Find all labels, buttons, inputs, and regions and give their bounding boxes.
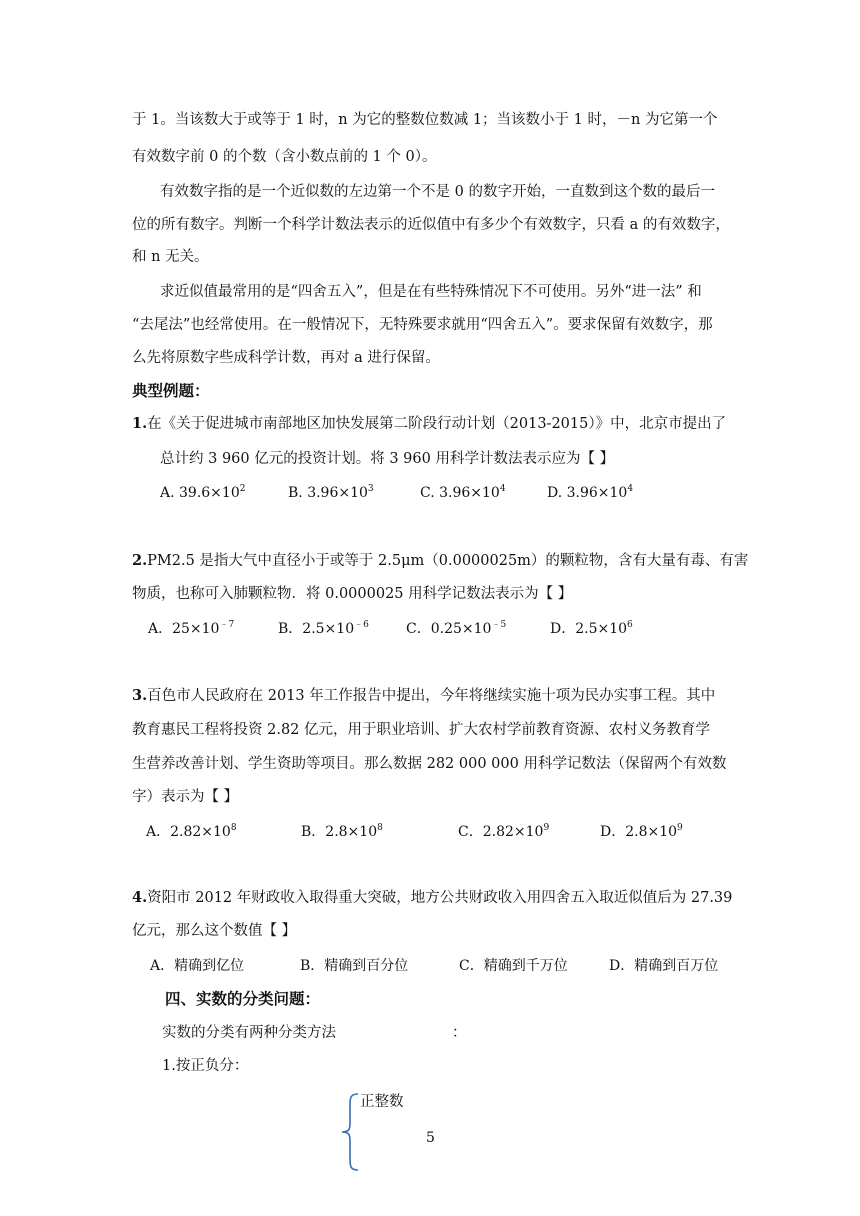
option-a[interactable]: A. $39.6\times 10^2$ <box>160 484 246 501</box>
option-b[interactable]: B．$2.5\times 10^{﹣6}$ <box>278 620 369 637</box>
question-2 <box>132 551 748 571</box>
question-3-line-4: 字）表示为【 】 <box>132 789 239 805</box>
question-number: 3. <box>132 687 148 704</box>
option-b[interactable]: B. $3.96\times 10^3$ <box>288 484 374 501</box>
question-number: 1. <box>132 415 148 432</box>
question-text: PM2.5 是指大气中直径小于或等于 2.5μm（0.0000025m）的颗粒物，含有大量有毒、有害 <box>147 553 749 569</box>
rounding-line-1: 求近似值最常用的是“四舍五入”，但是在有些特殊情况下不可使用。另外“进一法” 和 <box>160 284 702 300</box>
option-c[interactable]: C. $3.96\times 10^4$ <box>420 484 506 501</box>
option-c[interactable]: C．$0.25\times 10^{﹣5}$ <box>406 620 507 637</box>
option-d[interactable]: D．$2.5\times 10^6$ <box>550 620 633 637</box>
question-1-line-2: 总计约 3 960 亿元的投资计划。将 3 960 用科学计数法表示应为【 】 <box>160 451 615 467</box>
classification-colon: ： <box>452 1025 467 1041</box>
question-3 <box>132 686 715 706</box>
question-2-line-2: 物质，也称可入肺颗粒物．将 0.0000025 用科学记数法表示为【 】 <box>132 586 573 602</box>
rounding-line-2: “去尾法”也经常使用。在一般情况下，无特殊要求就用“四舍五入”。要求保留有效数字，那 <box>132 317 713 333</box>
option-b[interactable]: B．$2.8\times 10^8$ <box>301 823 383 840</box>
option-d[interactable]: D．精确到百万位 <box>609 958 719 974</box>
question-4 <box>132 888 732 908</box>
curly-brace-icon <box>338 1092 362 1172</box>
option-d[interactable]: D．$2.8\times 10^9$ <box>600 823 683 840</box>
option-b[interactable]: B．精确到百分位 <box>300 958 409 974</box>
option-c[interactable]: C．精确到千万位 <box>459 958 568 974</box>
positive-integer-label: 正整数 <box>360 1094 404 1110</box>
question-1 <box>132 414 726 434</box>
significant-digits-line-2: 位的所有数字。判断一个科学计数法表示的近似值中有多少个有效数字，只看 a 的有效数字， <box>132 217 730 233</box>
page-number: 5 <box>426 1130 435 1146</box>
classification-by-sign: 1.按正负分： <box>162 1058 249 1074</box>
question-text: 资阳市 2012 年财政收入取得重大突破，地方公共财政收入用四舍五入取近似值后为 27.39 <box>147 890 733 906</box>
significant-digits-line-3: 和 n 无关。 <box>132 249 209 265</box>
question-number: 2. <box>132 552 148 569</box>
question-3-line-2: 教育惠民工程将投资 2.82 亿元，用于职业培训、扩大农村学前教育资源、农村义务教育学 <box>132 722 710 738</box>
option-a[interactable]: A．$25\times 10^{﹣7}$ <box>148 620 235 637</box>
rounding-line-3: 么先将原数字些成科学计数，再对 a 进行保留。 <box>132 350 440 366</box>
intro-line-1: 于 1。当该数大于或等于 1 时，n 为它的整数位数减 1；当该数小于 1 时，－n 为它第一个 <box>132 112 718 128</box>
question-number: 4. <box>132 889 148 906</box>
option-a[interactable]: A．$2.82\times 10^8$ <box>146 823 237 840</box>
section-heading: 四、实数的分类问题： <box>165 989 321 1008</box>
intro-line-2: 有效数字前 0 的个数（含小数点前的 1 个 0）。 <box>132 149 437 165</box>
option-d[interactable]: D. $3.96\times 10^4$ <box>547 484 634 501</box>
significant-digits-line-1: 有效数字指的是一个近似数的左边第一个不是 0 的数字开始，一直数到这个数的最后一 <box>160 184 715 200</box>
classification-intro: 实数的分类有两种分类方法 <box>162 1025 336 1041</box>
question-4-line-2: 亿元，那么这个数值【 】 <box>132 923 297 939</box>
option-a[interactable]: A．精确到亿位 <box>150 958 245 974</box>
option-c[interactable]: C．$2.82\times 10^9$ <box>458 823 550 840</box>
question-3-line-3: 生营养改善计划、学生资助等项目。那么数据 282 000 000 用科学记数法（保留两个有效数 <box>132 756 727 772</box>
question-text: 百色市人民政府在 2013 年工作报告中提出，今年将继续实施十项为民办实事工程。其中 <box>147 688 716 704</box>
examples-heading: 典型例题： <box>132 381 210 400</box>
question-text: 在《关于促进城市南部地区加快发展第二阶段行动计划（2013-2015）》中，北京市提出了 <box>147 416 727 432</box>
